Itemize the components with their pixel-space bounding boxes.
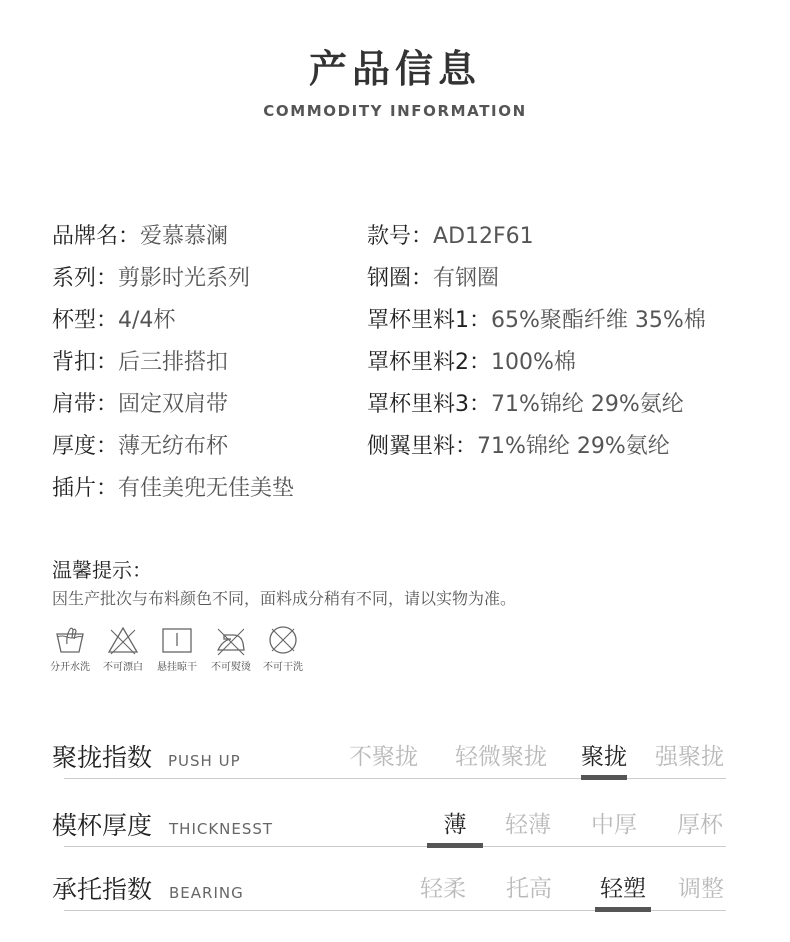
spec-row (52, 262, 294, 304)
option-label: 强聚拢 (655, 744, 724, 770)
care-item (201, 624, 261, 673)
scale-divider (64, 846, 726, 847)
spec-label: 系列： (52, 266, 119, 291)
option-thin-selected (427, 806, 483, 839)
spec-value: 爱慕慕澜 (140, 224, 229, 249)
spec-label: 插片： (52, 476, 119, 501)
spec-row (52, 472, 294, 514)
spec-label: 背扣： (52, 350, 119, 375)
spec-row (52, 304, 294, 346)
option-medium-thick (591, 806, 637, 839)
option-lift (506, 870, 552, 903)
option-label: 聚拢 (581, 744, 627, 770)
spec-label: 厚度： (52, 434, 119, 459)
no-iron-icon (214, 624, 248, 656)
option-label: 中厚 (591, 812, 637, 838)
spec-value: 后三排搭扣 (118, 350, 229, 375)
hang-dry-icon (160, 624, 194, 656)
spec-value: 薄无纺布杯 (118, 434, 229, 459)
spec-label: 肩带： (52, 392, 119, 417)
selected-indicator (427, 843, 483, 848)
option-light-thin (505, 806, 551, 839)
spec-value: 4/4杯 (118, 308, 176, 333)
option-light-shape-selected (595, 870, 651, 903)
spec-row (52, 220, 294, 262)
push-up-scale (52, 738, 726, 798)
spec-row (367, 220, 706, 262)
care-label: 不可干洗 (263, 662, 303, 673)
scale-subtitle: THICKNESST (169, 820, 274, 838)
spec-value: AD12F61 (433, 224, 534, 249)
option-strong-push (655, 738, 724, 771)
care-item (40, 624, 100, 673)
spec-label: 罩杯里料1： (367, 308, 491, 333)
spec-label: 款号： (367, 224, 434, 249)
care-item (93, 624, 153, 673)
option-soft (420, 870, 466, 903)
spec-row (367, 388, 706, 430)
care-label: 分开水洗 (50, 662, 90, 673)
care-label: 不可漂白 (103, 662, 143, 673)
scale-title: 承托指数 (52, 875, 153, 904)
spec-row (367, 304, 706, 346)
option-adjust (678, 870, 724, 903)
spec-label: 钢圈： (367, 266, 434, 291)
spec-label: 侧翼里料： (367, 434, 478, 459)
spec-value: 有钢圈 (433, 266, 500, 291)
tips-text: 因生产批次与布料颜色不同，面料成分稍有不同，请以实物为准。 (52, 589, 517, 608)
spec-value: 71%锦纶 29%氨纶 (491, 392, 684, 417)
care-label: 不可熨烫 (211, 662, 251, 673)
spec-label: 品牌名： (52, 224, 141, 249)
spec-value: 100%棉 (491, 350, 576, 375)
spec-value: 固定双肩带 (118, 392, 229, 417)
spec-row (367, 346, 706, 388)
scale-title: 聚拢指数 (52, 743, 153, 772)
hand-wash-icon (53, 624, 87, 656)
spec-row (52, 430, 294, 472)
option-label: 薄 (443, 812, 467, 838)
care-item (147, 624, 207, 673)
spec-value: 剪影时光系列 (118, 266, 251, 291)
option-slight-push (455, 738, 547, 771)
spec-label: 罩杯里料2： (367, 350, 491, 375)
option-label: 调整 (678, 876, 724, 902)
option-label: 轻柔 (420, 876, 466, 902)
spec-row (52, 346, 294, 388)
thickness-scale (52, 806, 726, 866)
specs-left-column (52, 220, 294, 514)
bearing-scale (52, 870, 726, 930)
page-subtitle: COMMODITY INFORMATION (263, 102, 527, 120)
spec-value: 有佳美兜无佳美垫 (118, 476, 295, 501)
option-thick-cup (677, 806, 723, 839)
option-label: 不聚拢 (349, 744, 418, 770)
selected-indicator (595, 907, 651, 912)
selected-indicator (581, 775, 627, 780)
spec-value: 65%聚酯纤维 35%棉 (491, 308, 706, 333)
spec-label: 罩杯里料3： (367, 392, 491, 417)
option-label: 厚杯 (677, 812, 723, 838)
option-no-push (349, 738, 418, 771)
option-label: 轻微聚拢 (455, 744, 547, 770)
no-bleach-icon (106, 624, 140, 656)
care-item (253, 624, 313, 673)
tips-title: 温馨提示： (52, 558, 152, 582)
option-label: 轻塑 (600, 876, 646, 902)
option-label: 轻薄 (505, 812, 551, 838)
option-label: 托高 (506, 876, 552, 902)
spec-row (367, 430, 706, 472)
spec-row (367, 262, 706, 304)
spec-label: 杯型： (52, 308, 119, 333)
option-push-up-selected (581, 738, 627, 771)
care-label: 悬挂晾干 (157, 662, 197, 673)
scale-subtitle: BEARING (169, 884, 244, 902)
specs-right-column (367, 220, 706, 472)
page-title: 产品信息 (308, 47, 481, 91)
scale-subtitle: PUSH UP (168, 752, 241, 770)
no-dry-clean-icon (266, 624, 300, 656)
spec-value: 71%锦纶 29%氨纶 (477, 434, 670, 459)
spec-row (52, 388, 294, 430)
scale-title: 模杯厚度 (52, 811, 153, 840)
